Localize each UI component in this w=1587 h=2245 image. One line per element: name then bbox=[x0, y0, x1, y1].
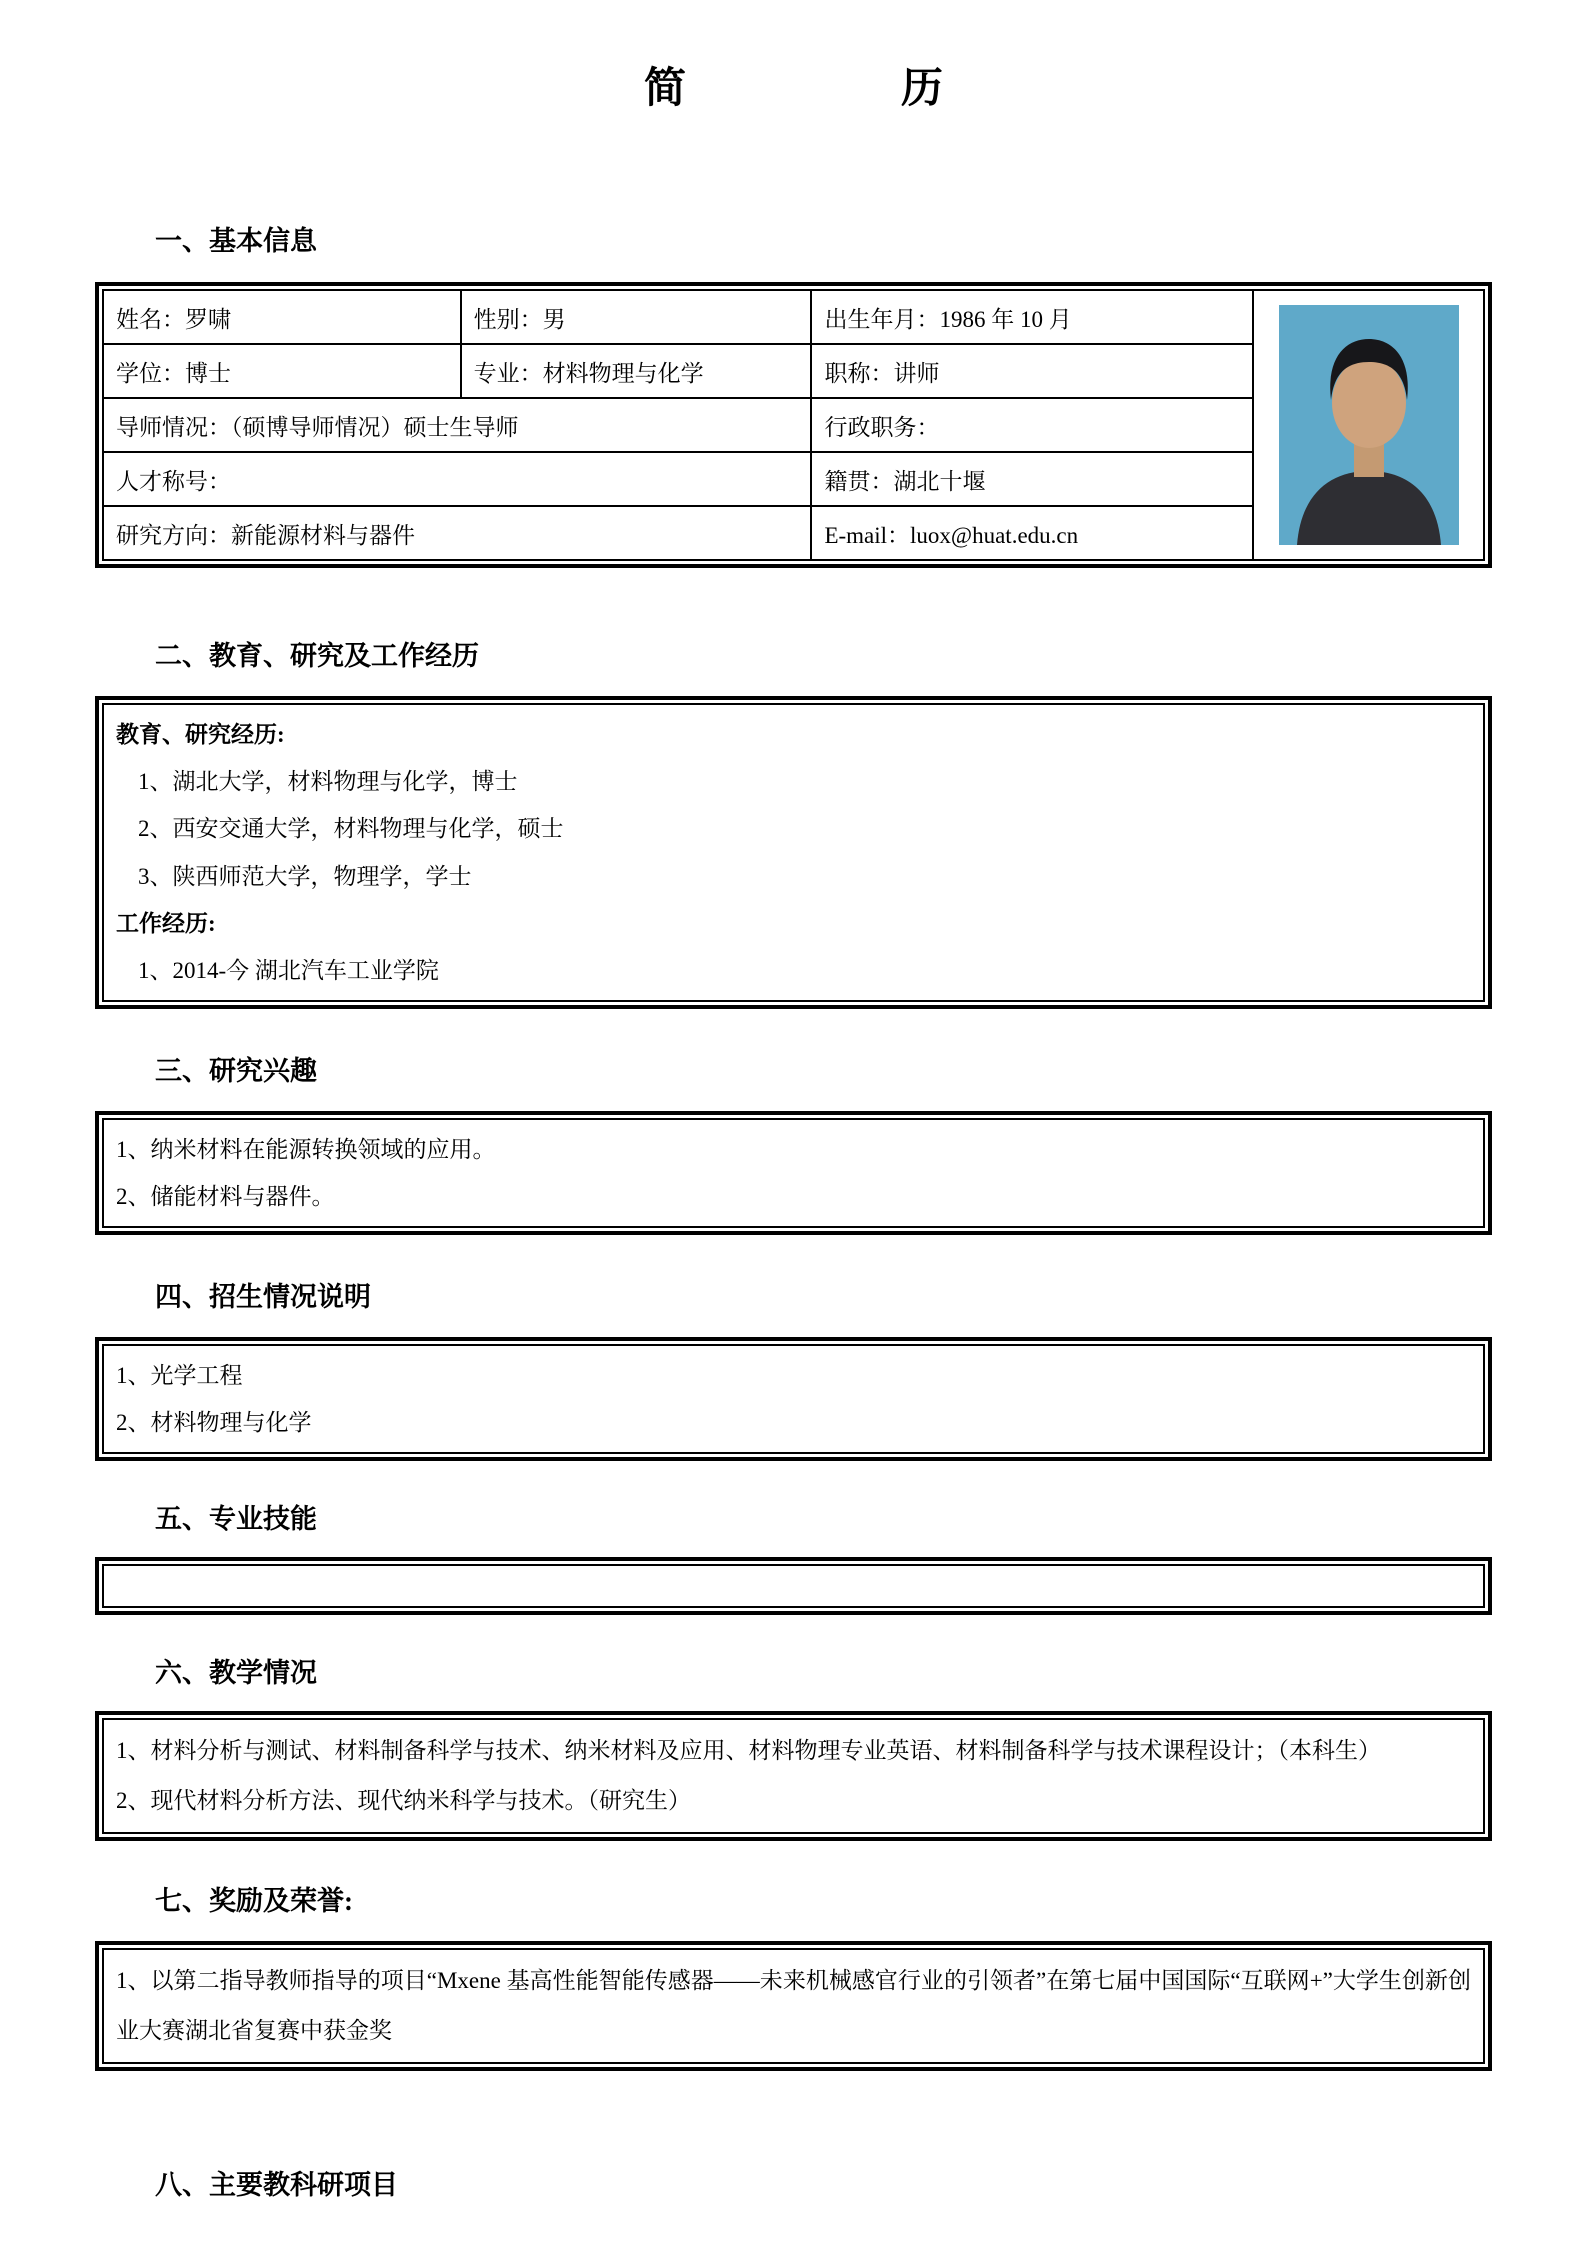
title-char-right: 历 bbox=[901, 66, 944, 112]
cell-email: E-mail：luox@huat.edu.cn bbox=[811, 506, 1253, 560]
enrollment-item: 1、光学工程 bbox=[116, 1362, 243, 1388]
teaching-box bbox=[95, 1711, 1492, 1841]
award-item: 1、以第二指导教师指导的项目“Mxene 基高性能智能传感器——未来机械感官行业的引领者”在第七届中国国际“互联网+”大学生创新创业大赛湖北省复赛中获金奖 bbox=[116, 1967, 1471, 2043]
cell-birth: 出生年月：1986 年 10 月 bbox=[811, 290, 1253, 344]
enrollment-box bbox=[95, 1337, 1492, 1461]
section-heading-basic-info: 一、基本信息 bbox=[155, 225, 317, 256]
interest-item: 1、纳米材料在能源转换领域的应用。 bbox=[116, 1136, 496, 1162]
cell-job-title: 职称：讲师 bbox=[811, 344, 1253, 398]
education-label: 教育、研究经历: bbox=[116, 722, 285, 748]
portrait-photo bbox=[1279, 305, 1459, 545]
basic-info-table bbox=[102, 289, 1485, 561]
section-heading-enrollment: 四、招生情况说明 bbox=[155, 1281, 371, 1312]
cell-mentor: 导师情况：（硕博导师情况）硕士生导师 bbox=[103, 398, 811, 452]
cell-native-place: 籍贯：湖北十堰 bbox=[811, 452, 1253, 506]
section-heading-experience: 二、教育、研究及工作经历 bbox=[155, 641, 479, 672]
basic-info-box bbox=[95, 282, 1492, 568]
interest-item: 2、储能材料与器件。 bbox=[116, 1183, 335, 1209]
photo-cell bbox=[1253, 290, 1484, 560]
section-heading-teaching: 六、教学情况 bbox=[155, 1657, 317, 1688]
skills-box-inner bbox=[102, 1564, 1485, 1608]
education-item: 1、湖北大学，材料物理与化学，博士 bbox=[138, 769, 518, 795]
interests-box bbox=[95, 1111, 1492, 1235]
document-title bbox=[95, 0, 1492, 117]
enrollment-item: 2、材料物理与化学 bbox=[116, 1409, 312, 1435]
table-row bbox=[103, 290, 1484, 344]
interests-box-inner bbox=[102, 1118, 1485, 1228]
awards-box bbox=[95, 1941, 1492, 2071]
cell-degree: 学位：博士 bbox=[103, 344, 461, 398]
cell-gender: 性别：男 bbox=[461, 290, 812, 344]
work-item: 1、2014-今 湖北汽车工业学院 bbox=[138, 957, 439, 983]
skills-box bbox=[95, 1557, 1492, 1615]
cell-admin-post: 行政职务： bbox=[811, 398, 1253, 452]
section-heading-interests: 三、研究兴趣 bbox=[155, 1055, 317, 1086]
cell-name: 姓名：罗啸 bbox=[103, 290, 461, 344]
teaching-item: 1、材料分析与测试、材料制备科学与技术、纳米材料及应用、材料物理专业英语、材料制备科学与技术课程设计；（本科生） bbox=[116, 1737, 1381, 1763]
education-item: 3、陕西师范大学，物理学，学士 bbox=[138, 863, 472, 889]
enrollment-box-inner bbox=[102, 1344, 1485, 1454]
education-item: 2、西安交通大学，材料物理与化学，硕士 bbox=[138, 816, 564, 842]
cell-major: 专业：材料物理与化学 bbox=[461, 344, 812, 398]
work-label: 工作经历: bbox=[116, 910, 216, 936]
section-heading-skills: 五、专业技能 bbox=[155, 1504, 317, 1534]
section-heading-awards: 七、奖励及荣誉: bbox=[155, 1885, 353, 1916]
cell-research-direction: 研究方向：新能源材料与器件 bbox=[103, 506, 811, 560]
experience-box bbox=[95, 696, 1492, 1009]
section-heading-projects: 八、主要教科研项目 bbox=[155, 2169, 398, 2200]
cell-talent-title: 人才称号： bbox=[103, 452, 811, 506]
teaching-item: 2、现代材料分析方法、现代纳米科学与技术。（研究生） bbox=[116, 1787, 691, 1813]
title-char-left: 简 bbox=[643, 66, 686, 112]
experience-box-inner bbox=[102, 703, 1485, 1002]
awards-box-inner bbox=[102, 1948, 1485, 2064]
teaching-box-inner bbox=[102, 1718, 1485, 1834]
